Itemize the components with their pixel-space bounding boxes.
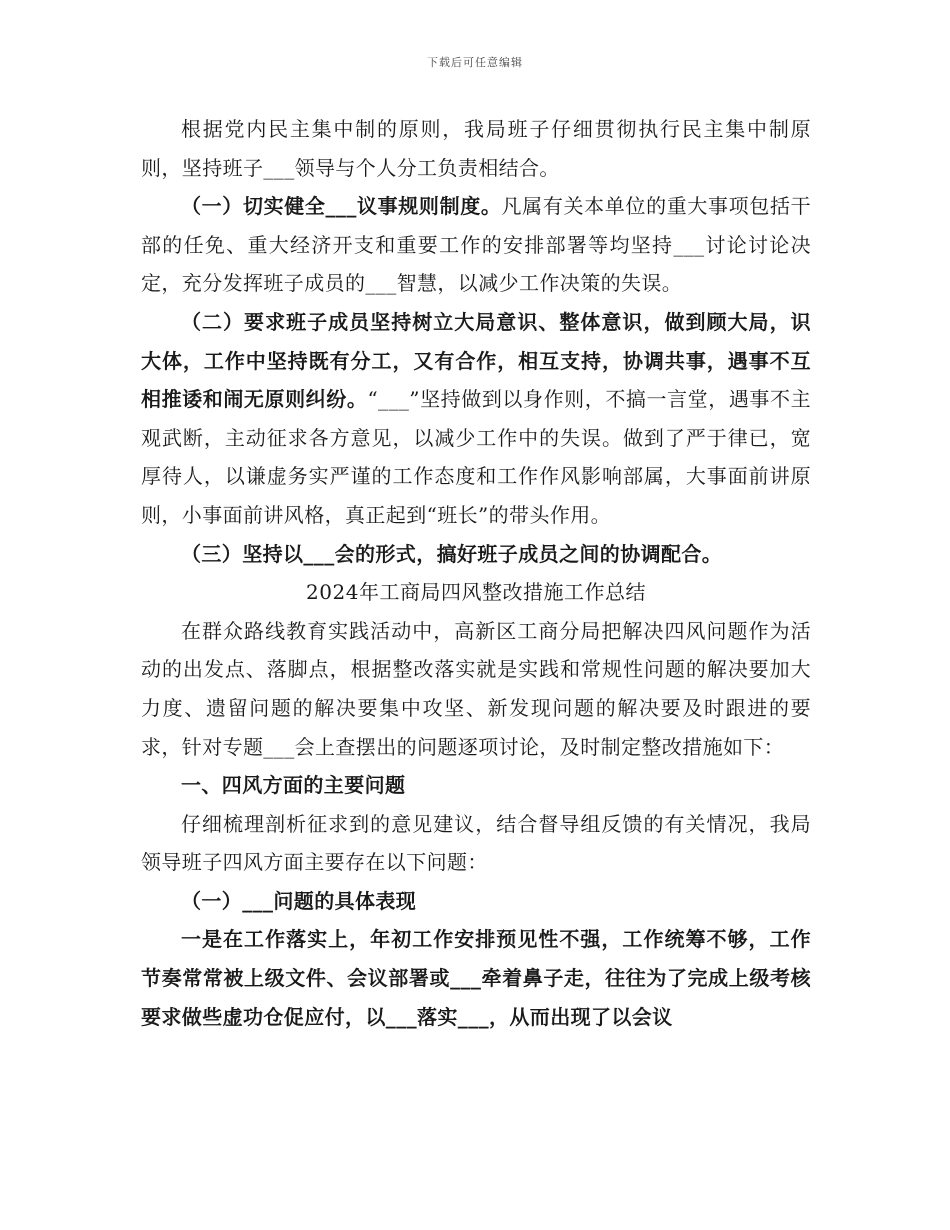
paragraph-5 bbox=[141, 612, 811, 766]
paragraph-7-text: 一是在工作落实上，年初工作安排预见性不强，工作统筹不够，工作节奏常常被上级文件、会议部署或___牵着鼻子走，往往为了完成上级考核要求做些虚功仓促应付，以___落实___，从而出现了以会议 bbox=[141, 927, 811, 1029]
paragraph-2-heading: （一）切实健全___议事规则制度。 bbox=[181, 194, 502, 219]
document-body bbox=[141, 110, 811, 1036]
paragraph-7 bbox=[141, 920, 811, 1036]
paragraph-1 bbox=[141, 110, 811, 187]
paragraph-2 bbox=[141, 187, 811, 303]
paragraph-3-heading: （二）要求班子成员坚持树立大局意识、整体意识，做到顾大局，识大体，工作中坚持既有分工，又有合作，相互支持，协调共事，遇事不互相推诿和闹无原则纠纷。 bbox=[141, 309, 811, 412]
subsection-heading-1-text: （一）___问题的具体表现 bbox=[181, 888, 417, 913]
document-title: 2024年工商局四风整改措施工作总结 bbox=[306, 580, 646, 605]
paragraph-2-text: 凡属有关本单位的重大事项包括干部的任免、重大经济开支和重要工作的安排部署等均坚持___讨论讨论决定，充分发挥班子成员的___智慧，以减少工作决策的失误。 bbox=[141, 194, 812, 296]
paragraph-4 bbox=[141, 535, 811, 574]
paragraph-3-text: “___”坚持做到以身作则，不搞一言堂，遇事不主观武断，主动征求各方意见，以减少工作中的失误。做到了严于律已，宽厚待人，以谦虚务实严谨的工作态度和工作作风影响部属，大事面前讲原则，小事面前讲风格，真正起到“班长”的带头作用。 bbox=[141, 387, 811, 527]
paragraph-5-text: 在群众路线教育实践活动中，高新区工商分局把解决四风问题作为活动的出发点、落脚点，根据整改落实就是实践和常规性问题的解决要加大力度、遗留问题的解决要集中攻坚、新发现问题的解决要及时跟进的要求，针对专题___会上查摆出的问题逐项讨论，及时制定整改措施如下： bbox=[141, 618, 811, 759]
section-heading-1 bbox=[141, 766, 811, 805]
paragraph-3 bbox=[141, 303, 811, 535]
page-header: 下载后可任意编辑 bbox=[427, 56, 523, 69]
paragraph-6 bbox=[141, 805, 811, 882]
section-heading-1-text: 一、四风方面的主要问题 bbox=[181, 773, 406, 798]
paragraph-6-text: 仔细梳理剖析征求到的意见建议，结合督导组反馈的有关情况，我局领导班子四风方面主要存在以下问题： bbox=[141, 811, 811, 875]
paragraph-4-heading: （三）坚持以___会的形式，搞好班子成员之间的协调配合。 bbox=[181, 541, 723, 566]
paragraph-1-text: 根据党内民主集中制的原则，我局班子仔细贯彻执行民主集中制原则，坚持班子___领导与个人分工负责相结合。 bbox=[141, 117, 811, 180]
subsection-heading-1 bbox=[141, 882, 811, 921]
